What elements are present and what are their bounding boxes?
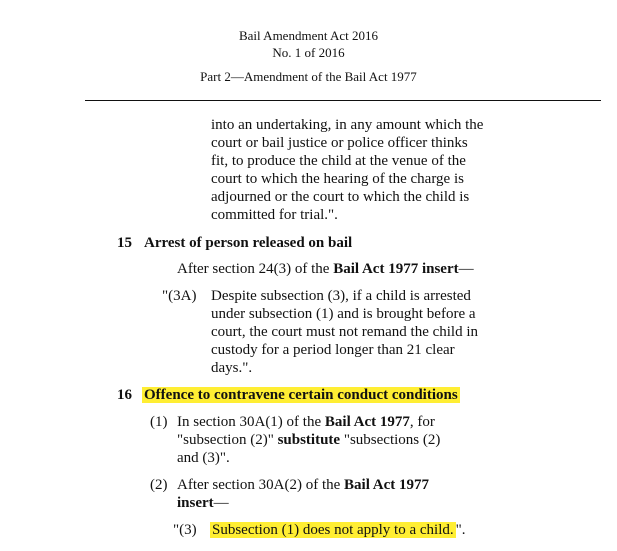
continuation-line: court to which the hearing of the charge is [211,171,464,187]
sub3-line [210,521,466,539]
sub2-text: After section 30A(2) of the [177,477,345,493]
sub1-line: and (3)". [177,450,230,466]
sub1-text: "subsections (2) [340,432,441,448]
sub1-text: , for [409,414,435,430]
highlighted-subsection: Subsection (1) does not apply to a child. [212,522,454,538]
section-16-number: 16 [117,387,132,403]
substitute-keyword: substitute [277,432,341,448]
act-reference: Bail Act 1977 [344,477,430,493]
act-reference: Bail Act 1977 [324,414,410,430]
sub1-text: "subsection (2)" [177,432,278,448]
sub2-line [177,476,429,494]
continuation-line: into an undertaking, in any amount which the [211,117,484,133]
act-title: Bail Amendment Act 2016 [238,28,378,43]
insert-keyword: insert [177,495,214,511]
subsection-3a-line: court, the court must not remand the child in [211,324,479,340]
section-15-intro [177,260,474,278]
subsection-3a-label: "(3A) [162,288,197,304]
subsection-3a-line: custody for a period longer than 21 clear [211,342,455,358]
subsection-3a-line: Despite subsection (3), if a child is arrested [211,288,471,304]
subsection-3a-line: under subsection (1) and is brought before a [211,306,476,322]
intro-text: After section 24(3) of the [177,261,334,277]
continuation-line: fit, to produce the child at the venue of the [211,153,466,169]
sub1-line [177,413,435,431]
sub2-label: (2) [150,477,168,493]
header-divider [85,100,601,101]
continuation-line: committed for trial.". [211,207,338,223]
em-dash: — [213,495,229,511]
sub1-text: In section 30A(1) of the [177,414,325,430]
insert-keyword: insert [418,261,459,277]
sub3-label: "(3) [173,522,197,538]
em-dash: — [458,261,474,277]
subsection-3a-line: days.". [211,360,253,376]
act-reference: Bail Act 1977 [333,261,419,277]
section-15-title: Arrest of person released on bail [144,235,353,251]
closing-quote: ". [455,522,466,538]
act-number: No. 1 of 2016 [272,45,345,60]
section-15-number: 15 [117,235,132,251]
continuation-line: court or bail justice or police officer thinks [211,135,468,151]
section-16-title [142,386,460,404]
sub2-line [177,494,229,512]
highlighted-title: Offence to contravene certain conduct conditions [144,387,458,403]
sub1-line [177,431,440,449]
part-heading: Part 2—Amendment of the Bail Act 1977 [200,69,417,84]
continuation-line: adjourned or the court to which the child is [211,189,470,205]
sub1-label: (1) [150,414,168,430]
